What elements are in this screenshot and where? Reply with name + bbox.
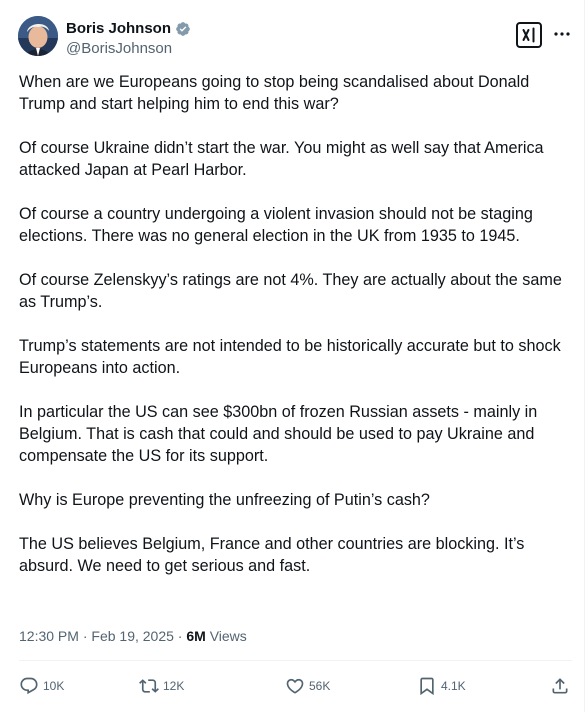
meta-separator: ·	[177, 628, 183, 644]
action-bar	[19, 674, 570, 698]
tweet-meta	[19, 626, 247, 646]
heart-icon	[285, 676, 305, 696]
tweet-paragraph: Why is Europe preventing the unfreezing of Putin’s cash?	[19, 491, 430, 509]
reply-icon	[19, 676, 39, 696]
bookmark-icon	[417, 676, 437, 696]
tweet-paragraph: The US believes Belgium, France and other countries are blocking. It’s absurd. We need to get serious and fast.	[19, 535, 525, 575]
tweet-time[interactable]: 12:30 PM	[19, 628, 79, 644]
tweet-paragraph: Of course Zelenskyy’s ratings are not 4%. They are actually about the same as Trump’s.	[19, 271, 562, 311]
reply-count: 10K	[43, 679, 65, 693]
profile-photo-icon	[18, 16, 58, 56]
display-name[interactable]: Boris Johnson	[66, 20, 172, 37]
like-count: 56K	[309, 679, 331, 693]
author-info	[66, 20, 191, 58]
repost-count: 12K	[163, 679, 185, 693]
share-icon	[550, 676, 570, 696]
tweet-header	[18, 16, 572, 60]
tweet-text	[19, 71, 574, 599]
tweet-paragraph: In particular the US can see $300bn of frozen Russian assets - mainly in Belgium. That is cash that could and should be used to pay Ukraine and compensate the US for its support.	[19, 403, 538, 465]
author-name-row	[66, 20, 191, 38]
repost-icon	[139, 676, 159, 696]
avatar[interactable]	[18, 16, 58, 56]
author-handle[interactable]: @BorisJohnson	[66, 40, 173, 57]
more-dots-icon	[553, 31, 571, 37]
share-button[interactable]	[550, 674, 570, 698]
verified-badge-icon	[175, 21, 191, 37]
grok-icon	[521, 27, 537, 43]
bookmark-button[interactable]	[417, 674, 466, 698]
tweet-paragraph: When are we Europeans going to stop being scandalised about Donald Trump and start helping him to end this war?	[19, 73, 530, 113]
tweet-paragraph: Of course Ukraine didn’t start the war. You might as well say that America attacked Japan at Pearl Harbor.	[19, 139, 544, 179]
divider	[19, 660, 572, 661]
tweet-paragraph: Trump’s statements are not intended to be historically accurate but to shock Europeans into action.	[19, 337, 561, 377]
more-options-button[interactable]	[552, 24, 572, 44]
views-count[interactable]: 6M	[186, 628, 206, 644]
reply-button[interactable]	[19, 674, 64, 698]
views-label: Views	[209, 628, 247, 644]
grok-button[interactable]	[516, 22, 542, 48]
tweet-paragraph: Of course a country undergoing a violent invasion should not be staging elections. There was no general election in the UK from 1935 to 1945.	[19, 205, 533, 245]
bookmark-count: 4.1K	[441, 679, 466, 693]
repost-button[interactable]	[139, 674, 184, 698]
tweet-date[interactable]: Feb 19, 2025	[91, 628, 174, 644]
like-button[interactable]	[285, 674, 330, 698]
meta-separator: ·	[82, 628, 88, 644]
